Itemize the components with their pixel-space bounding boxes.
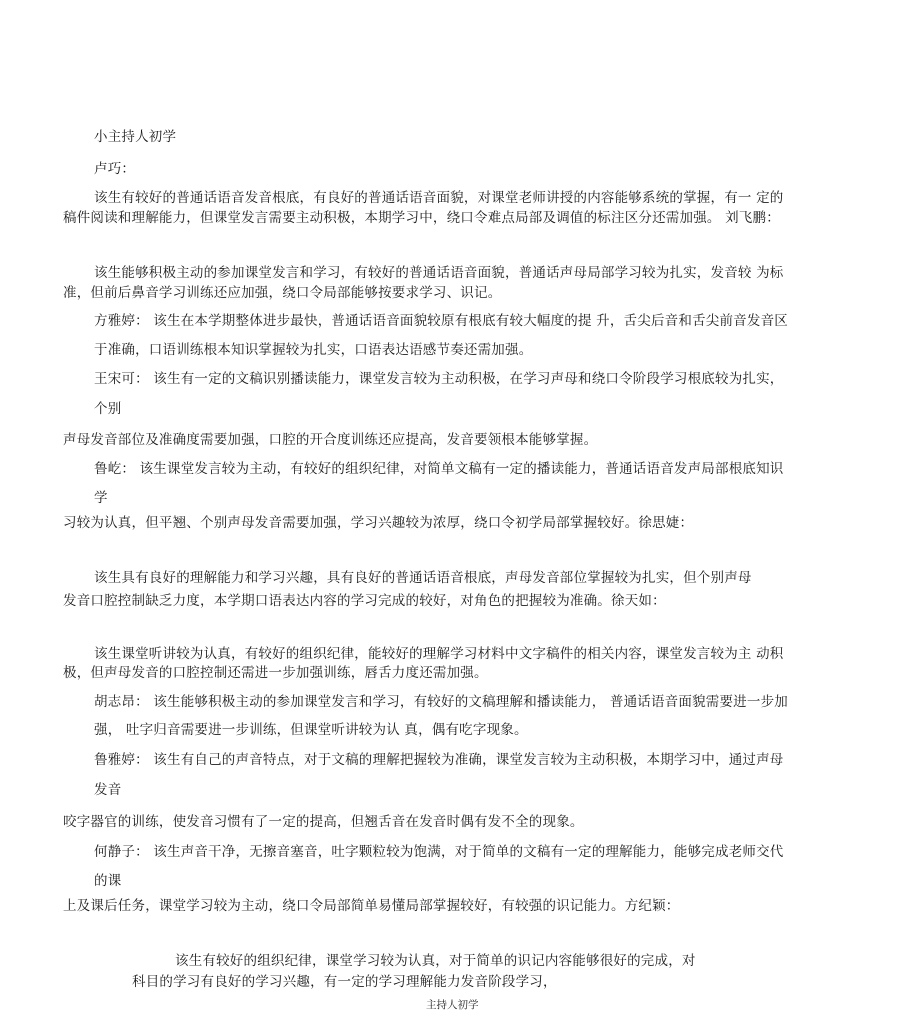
text-line: 发音口腔控制缺乏力度，本学期口语表达内容的学习完成的较好，对角色的把握较为准确。徐天如：: [63, 593, 666, 609]
text-line: 强， 吐字归音需要进一步训练，但课堂听讲较为认 真，偶有吃字现象。: [94, 722, 528, 738]
text-line: 科目的学习有良好的学习兴趣，有一定的学习理解能力发音阶段学习，: [132, 974, 557, 990]
text-line: 稿件阅读和理解能力，但课堂发言需要主动积极，本期学习中，绕口令难点局部及调值的标注区分还需加强。 刘飞鹏：: [63, 210, 780, 226]
page-footer: 主持人初学: [426, 999, 479, 1011]
text-line: 于准确，口语训练根本知识掌握较为扎实，口语表达语感节奏还需加强。: [94, 342, 533, 358]
text-line: 何静子： 该生声音干净，无擦音塞音，吐字颗粒较为饱满，对于简单的文稿有一定的理解能力，能够完成老师交代: [94, 844, 784, 860]
text-line: 发音: [94, 782, 122, 798]
text-line: 声母发音部位及准确度需要加强，口腔的开合度训练还应提高，发音要领根本能够掌握。: [63, 432, 598, 448]
text-line: 该生课堂听讲较为认真，有较好的组织纪律，能较好的理解学习材料中文字稿件的相关内容，课堂发言较为主 动积: [94, 646, 784, 662]
document-title: 小主持人初学: [94, 129, 177, 145]
text-line: 该生能够积极主动的参加课堂发言和学习，有较好的普通话语音面貌，普通话声母局部学习较为扎实，发音较 为标: [94, 265, 784, 281]
text-line: 的课: [94, 873, 122, 889]
text-line: 极，但声母发音的口腔控制还需进一步加强训练，唇舌力度还需加强。: [63, 665, 488, 681]
text-line: 方雅婷： 该生在本学期整体进步最快，普通话语音面貌较原有根底有较大幅度的提 升，舌尖后音和舌尖前音发音区: [94, 313, 788, 329]
text-line: 上及课后任务，课堂学习较为主动，绕口令局部简单易懂局部掌握较好，有较强的识记能力。方纪颖：: [63, 898, 680, 914]
text-line: 该生有较好的组织纪律，课堂学习较为认真，对于简单的识记内容能够很好的完成，对: [175, 953, 696, 969]
text-line: 个别: [94, 401, 122, 417]
text-line: 该生具有良好的理解能力和学习兴趣，具有良好的普通话语音根底，声母发音部位掌握较为扎实，但个别声母: [94, 570, 752, 586]
text-line: 王宋可： 该生有一定的文稿识别播读能力，课堂发言较为主动积极，在学习声母和绕口令阶段学习根底较为扎实，: [94, 371, 784, 387]
text-line: 鲁屹： 该生课堂发言较为主动，有较好的组织纪律，对简单文稿有一定的播读能力，普通话语音发声局部根底知识: [94, 461, 784, 477]
text-line: 卢巧：: [94, 161, 136, 177]
text-line: 胡志昂： 该生能够积极主动的参加课堂发言和学习，有较好的文稿理解和播读能力， 普通话语音面貌需要进一步加: [94, 694, 788, 710]
text-line: 咬字器官的训练，使发音习惯有了一定的提高，但翘舌音在发音时偶有发不全的现象。: [63, 814, 584, 830]
text-line: 该生有较好的普通话语音发音根底，有良好的普通话语音面貌，对课堂老师讲授的内容能够系统的掌握，有一 定的: [94, 190, 784, 206]
text-line: 鲁雅婷： 该生有自己的声音特点，对于文稿的理解把握较为准确，课堂发言较为主动积极，本期学习中，通过声母: [94, 752, 784, 768]
text-line: 学: [94, 490, 108, 506]
text-line: 习较为认真，但平翘、个别声母发音需要加强，学习兴趣较为浓厚，绕口令初学局部掌握较好。徐思婕：: [63, 515, 694, 531]
text-line: 准，但前后鼻音学习训练还应加强，绕口令局部能够按要求学习、识记。: [63, 285, 502, 301]
